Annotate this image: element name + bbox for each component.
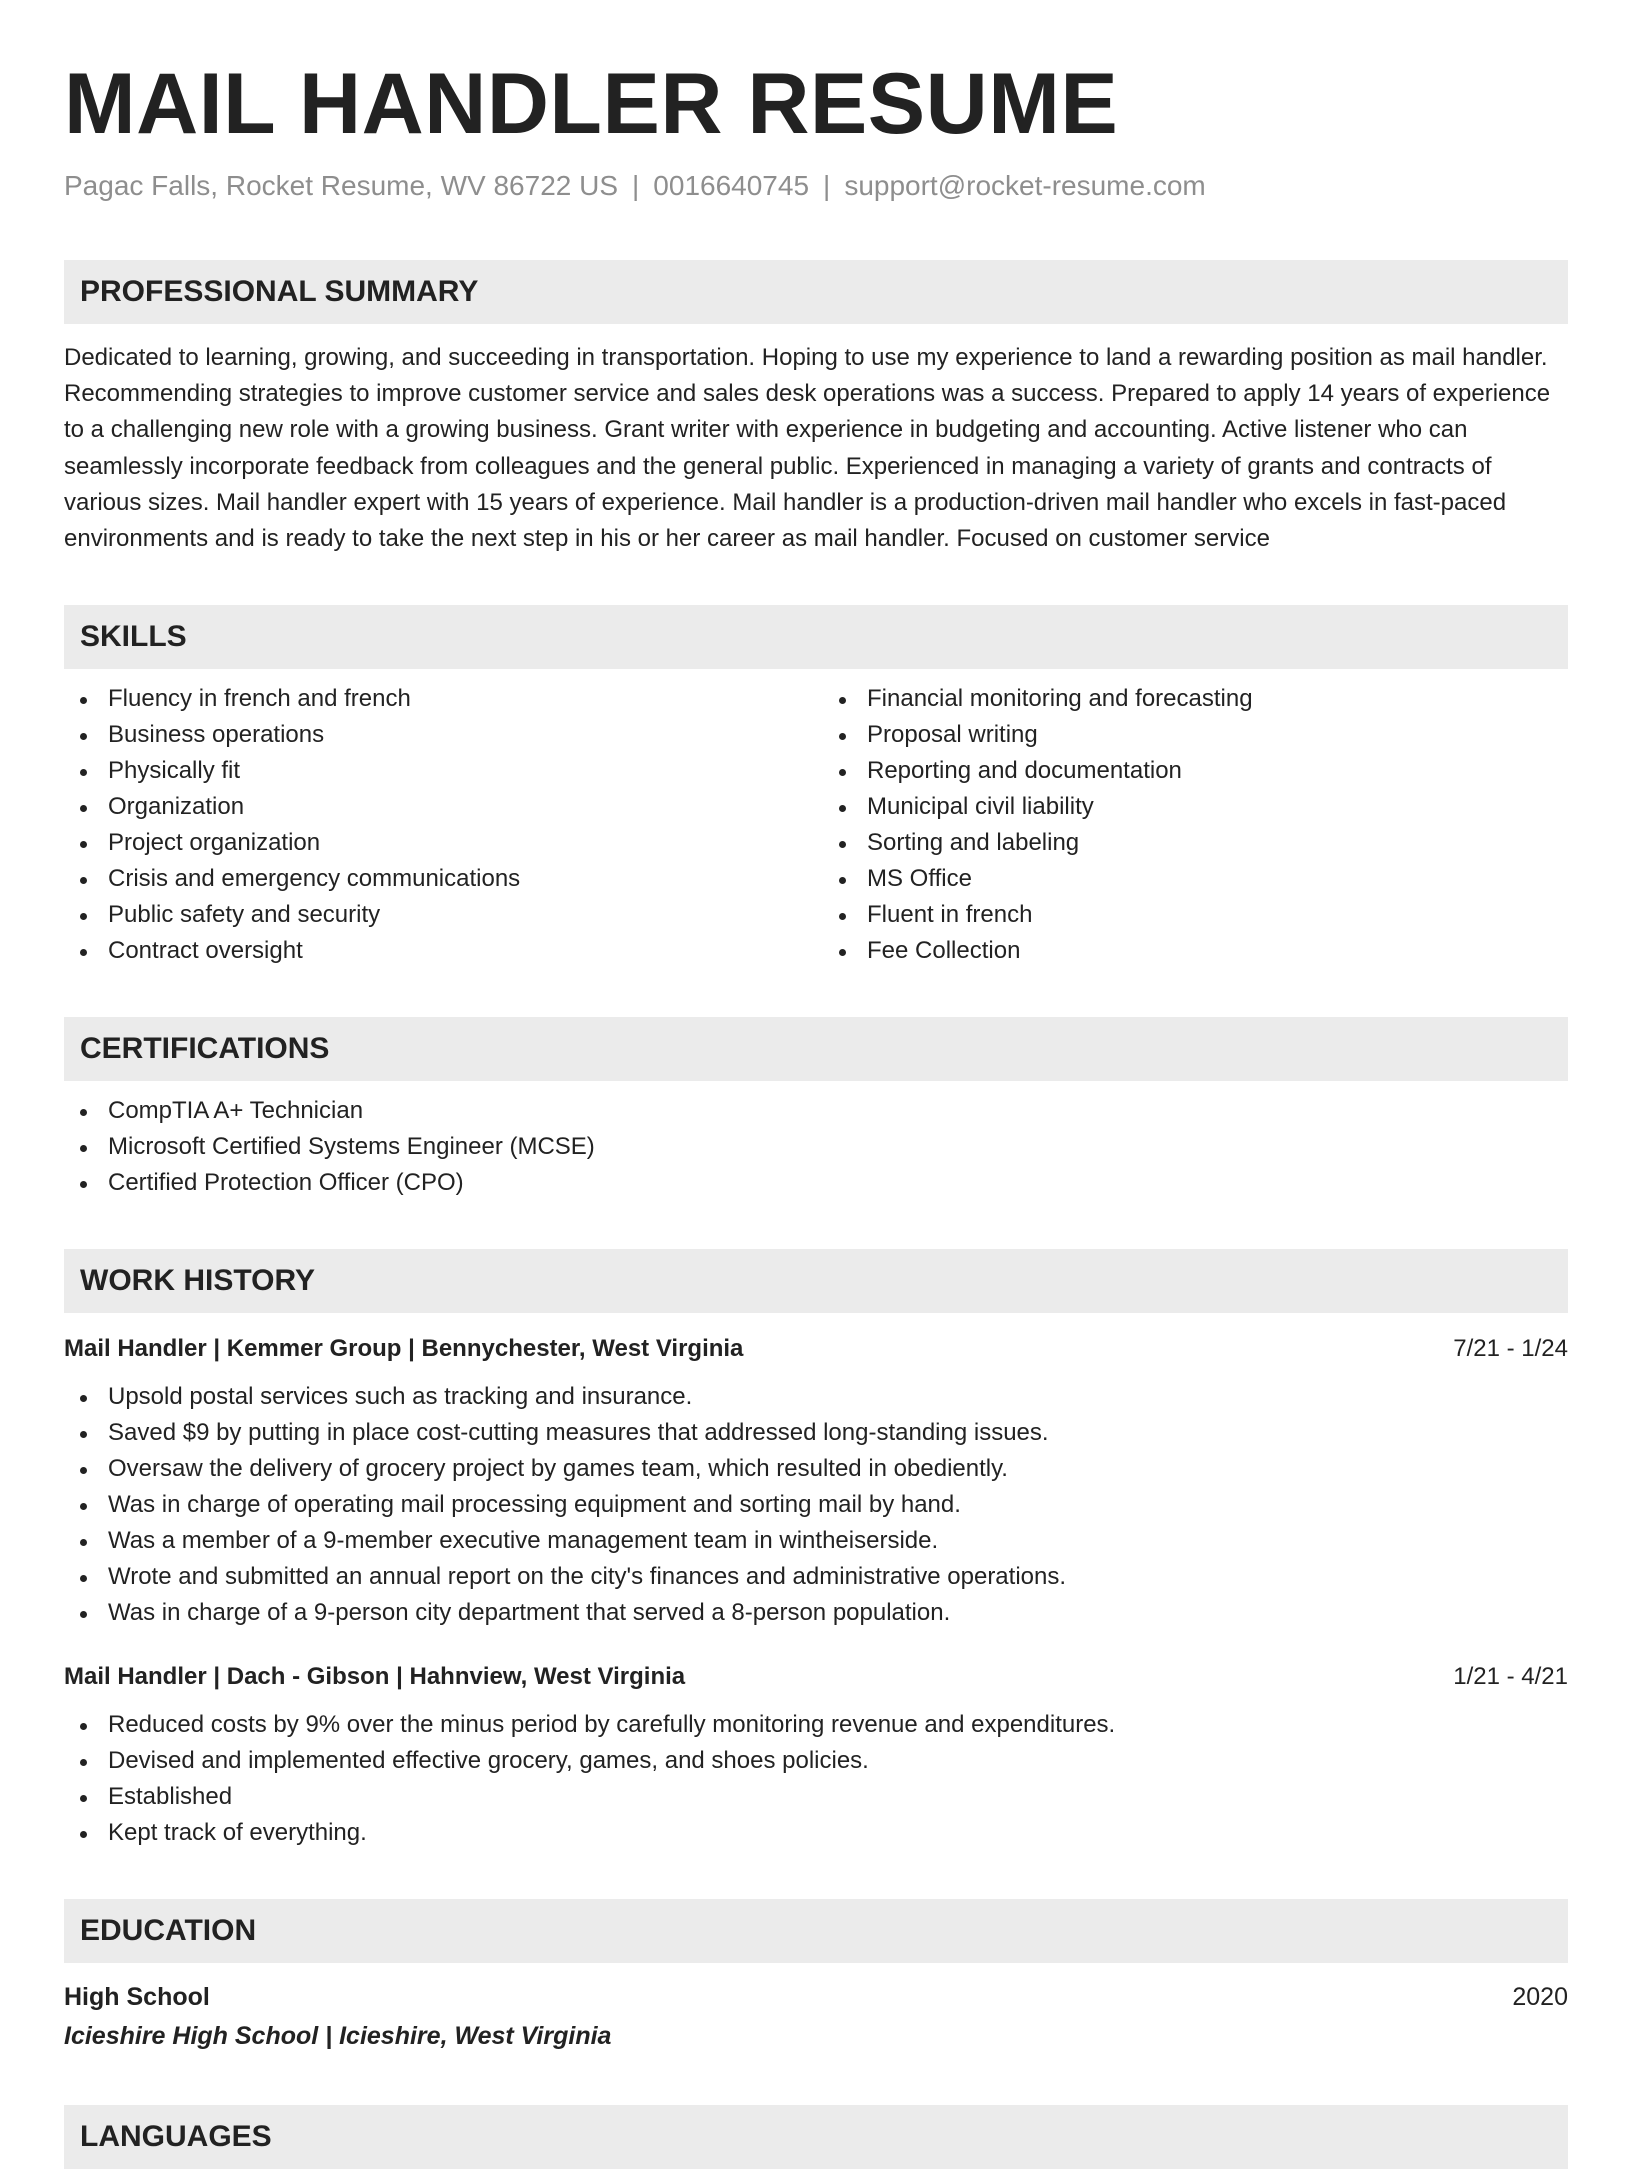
job-bullet: Was a member of a 9-member executive management team in wintheiserside. <box>64 1523 1568 1559</box>
education-degree: High School <box>64 1983 210 2012</box>
job-bullet: Was in charge of a 9-person city department that served a 8-person population. <box>64 1595 1568 1631</box>
section-header-education: EDUCATION <box>64 1899 1568 1963</box>
contact-separator: | <box>823 170 831 201</box>
job-header <box>64 1331 1568 1367</box>
job-dates: 1/21 - 4/21 <box>1453 1663 1568 1691</box>
section-header-summary: PROFESSIONAL SUMMARY <box>64 260 1568 324</box>
section-header-languages: LANGUAGES <box>64 2105 1568 2169</box>
skills-list <box>64 669 1568 969</box>
skill-item: Business operations <box>64 717 809 753</box>
contact-separator: | <box>632 170 640 201</box>
skills-column-left <box>64 669 809 969</box>
contact-line <box>64 164 1568 208</box>
skill-item: Financial monitoring and forecasting <box>823 681 1568 717</box>
skill-item: Contract oversight <box>64 933 809 969</box>
job-bullet: Wrote and submitted an annual report on the city's finances and administrative operations. <box>64 1559 1568 1595</box>
skill-item: Proposal writing <box>823 717 1568 753</box>
contact-phone: 0016640745 <box>653 170 810 201</box>
summary-text: Dedicated to learning, growing, and succeeding in transportation. Hoping to use my experience to land a rewarding position as mail handler. Recommending strategies to improve customer service and sales desk operations was a success. Prepared to apply 14 years of experience to a challenging new role with a growing business. Grant writer with experience in budgeting and accounting. Active listener who can seamlessly incorporate feedback from colleagues and the general public. Experienced in managing a variety of grants and contracts of various sizes. Mail handler expert with 15 years of experience. Mail handler is a production-driven mail handler who excels in fast-paced environments and is ready to take the next step in his or her career as mail handler. Focused on customer service <box>64 344 1551 553</box>
skill-item: Organization <box>64 789 809 825</box>
skill-item: Public safety and security <box>64 897 809 933</box>
job-bullets <box>64 1707 1568 1851</box>
job-bullet: Saved $9 by putting in place cost-cutting measures that addressed long-standing issues. <box>64 1415 1568 1451</box>
job-title: Mail Handler | Dach - Gibson | Hahnview, West Virginia <box>64 1663 686 1691</box>
skill-item: Sorting and labeling <box>823 825 1568 861</box>
contact-address: Pagac Falls, Rocket Resume, WV 86722 US <box>64 170 619 201</box>
skill-item: Crisis and emergency communications <box>64 861 809 897</box>
job-header <box>64 1659 1568 1695</box>
education-school: Icieshire High School | Icieshire, West Virginia <box>64 2022 612 2051</box>
skill-item: Project organization <box>64 825 809 861</box>
job-dates: 7/21 - 1/24 <box>1453 1335 1568 1363</box>
skill-item: MS Office <box>823 861 1568 897</box>
skill-item: Physically fit <box>64 753 809 789</box>
skill-item: Fluent in french <box>823 897 1568 933</box>
job-bullet: Upsold postal services such as tracking and insurance. <box>64 1379 1568 1415</box>
certification-item: Certified Protection Officer (CPO) <box>64 1165 1568 1201</box>
skill-item: Municipal civil liability <box>823 789 1568 825</box>
resume-title: MAIL HANDLER RESUME <box>64 56 1119 152</box>
certification-item: Microsoft Certified Systems Engineer (MCSE) <box>64 1129 1568 1165</box>
job-bullet: Devised and implemented effective grocery, games, and shoes policies. <box>64 1743 1568 1779</box>
skill-item: Fluency in french and french <box>64 681 809 717</box>
job-bullet: Established <box>64 1779 1568 1815</box>
section-header-skills: SKILLS <box>64 605 1568 669</box>
certification-item: CompTIA A+ Technician <box>64 1093 1568 1129</box>
skill-item: Reporting and documentation <box>823 753 1568 789</box>
section-header-certifications: CERTIFICATIONS <box>64 1017 1568 1081</box>
education-year: 2020 <box>1512 1983 1568 2012</box>
contact-email[interactable]: support@rocket-resume.com <box>844 170 1206 201</box>
job-title: Mail Handler | Kemmer Group | Bennychester, West Virginia <box>64 1335 744 1363</box>
section-header-work-history: WORK HISTORY <box>64 1249 1568 1313</box>
certifications-list <box>64 1093 1568 1201</box>
job-bullet: Kept track of everything. <box>64 1815 1568 1851</box>
job-bullet: Reduced costs by 9% over the minus period by carefully monitoring revenue and expenditures. <box>64 1707 1568 1743</box>
job-bullets <box>64 1379 1568 1631</box>
job-bullet: Oversaw the delivery of grocery project by games team, which resulted in obediently. <box>64 1451 1568 1487</box>
skills-column-right <box>809 669 1568 969</box>
skill-item: Fee Collection <box>823 933 1568 969</box>
job-bullet: Was in charge of operating mail processing equipment and sorting mail by hand. <box>64 1487 1568 1523</box>
education-header <box>64 1979 1568 2015</box>
